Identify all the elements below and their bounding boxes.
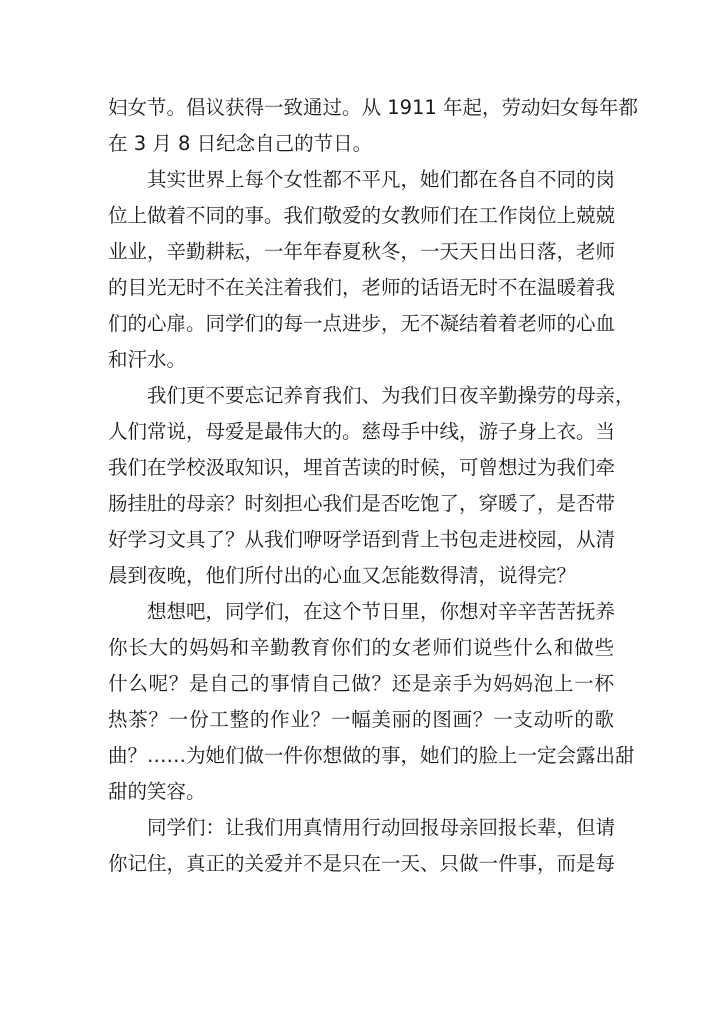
- text-line: 人们常说，母爱是最伟大的。慈母手中线，游子身上衣。当: [108, 420, 616, 443]
- paragraph-start-line: 想想吧，同学们，在这个节日里，你想对辛辛苦苦抚养: [147, 600, 616, 623]
- paragraph-start-line: 同学们：让我们用真情用行动回报母亲回报长辈，但请: [147, 816, 616, 839]
- text-line: 我们在学校汲取知识，埋首苦读的时候，可曾想过为我们牵: [108, 456, 616, 479]
- text-line: 们的心扉。同学们的每一点进步，无不凝结着着老师的心血: [108, 312, 616, 335]
- text-line: 在 3 月 8 日纪念自己的节日。: [108, 132, 373, 155]
- paragraph-start-line: 其实世界上每个女性都不平凡，她们都在各自不同的岗: [147, 168, 616, 191]
- text-line: 你长大的妈妈和辛勤教育你们的女老师们说些什么和做些: [108, 636, 614, 659]
- text-line: 和汗水。: [108, 348, 187, 371]
- text-line: 甜的笑容。: [108, 780, 206, 803]
- text-line: 你记住，真正的关爱并不是只在一天、只做一件事，而是每: [108, 852, 616, 875]
- text-line: 业业，辛勤耕耘，一年年春夏秋冬，一天天日出日落，老师: [108, 240, 616, 263]
- text-line: 什么呢？是自己的事情自己做？还是亲手为妈妈泡上一杯: [108, 672, 614, 695]
- text-line: 肠挂肚的母亲？时刻担心我们是否吃饱了，穿暖了，是否带: [108, 492, 616, 515]
- body-text: [108, 90, 639, 882]
- text-line: 妇女节。倡议获得一致通过。从 1911 年起，劳动妇女每年都: [108, 96, 639, 119]
- text-line: 好学习文具了？从我们咿呀学语到背上书包走进校园，从清: [108, 528, 616, 551]
- text-line: 晨到夜晚，他们所付出的心血又怎能数得清，说得完？: [108, 564, 577, 587]
- text-line: 的目光无时不在关注着我们，老师的话语无时不在温暖着我: [108, 276, 616, 299]
- paragraph-start-line: 我们更不要忘记养育我们、为我们日夜辛勤操劳的母亲，: [147, 384, 635, 407]
- text-line: 曲？……为她们做一件你想做的事，她们的脸上一定会露出甜: [108, 744, 635, 767]
- text-line: 热茶？一份工整的作业？一幅美丽的图画？一支动听的歌: [108, 708, 614, 731]
- text-line: 位上做着不同的事。我们敬爱的女教师们在工作岗位上兢兢: [108, 204, 616, 227]
